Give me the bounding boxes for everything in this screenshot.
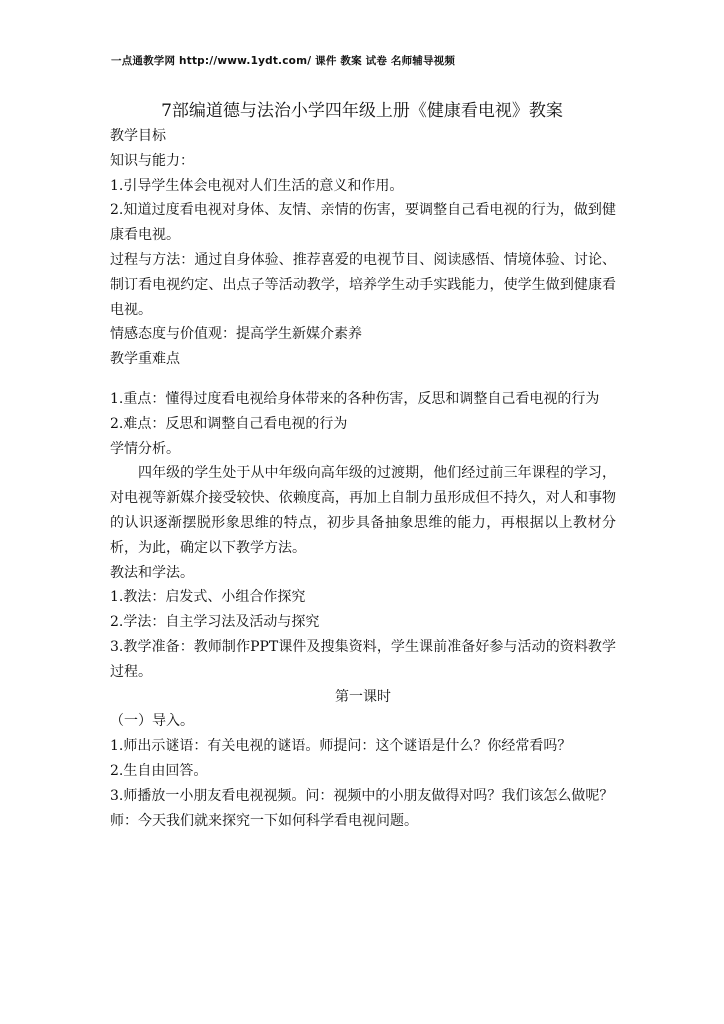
paragraph: 1.师出示谜语：有关电视的谜语。师提问：这个谜语是什么？你经常看吗？ (110, 738, 572, 755)
paragraph: 3.师播放一小朋友看电视视频。问：视频中的小朋友做得对吗？我们该怎么做呢？ (110, 787, 614, 804)
paragraph: 四年级的学生处于从中年级向高年级的过渡期，他们经过前三年课程的学习，对电视等新媒介接受较快、依赖度高，再加上自制力虽形成但不持久，对人和事物的认识逐渐摆脱形象思维的特点，初步具备抽象思维的能力，再根据以上教材分析，为此，确定以下教学方法。 (110, 465, 616, 556)
paragraph: 师：今天我们就来探究一下如何科学看电视问题。 (110, 812, 418, 829)
page-header: 一点通教学网 http://www.1ydt.com/ 课件 教案 试卷 名师辅导视频 (111, 55, 456, 67)
document-title: 7部编道德与法治小学四年级上册《健康看电视》教案 (161, 101, 563, 121)
paragraph: 情感态度与价值观：提高学生新媒介素养 (110, 326, 362, 343)
section-heading-methods: 教法和学法。 (110, 564, 194, 581)
paragraph: 2.知道过度看电视对身体、友情、亲情的伤害，要调整自己看电视的行为，做到健康看电视。 (110, 202, 616, 244)
paragraph: 3.教学准备：教师制作PPT课件及搜集资料，学生课前准备好参与活动的资料教学过程。 (110, 638, 616, 680)
paragraph: 2.难点：反思和调整自己看电视的行为 (110, 415, 348, 432)
lesson-heading: 第一课时 (335, 688, 391, 705)
paragraph: 1.引导学生体会电视对人们生活的意义和作用。 (110, 177, 404, 194)
paragraph: 1.教法：启发式、小组合作探究 (110, 589, 306, 606)
document-body (110, 124, 616, 833)
paragraph: 1.重点：懂得过度看电视给身体带来的各种伤害，反思和调整自己看电视的行为 (110, 390, 600, 407)
subheading-intro: （一）导入。 (110, 713, 194, 730)
paragraph: 2.学法：自主学习法及活动与探究 (110, 614, 320, 631)
paragraph: 2.生自由回答。 (110, 762, 208, 779)
section-heading-objectives: 教学目标 (110, 128, 166, 144)
subheading-knowledge: 知识与能力： (110, 152, 194, 169)
paragraph: 过程与方法：通过自身体验、推荐喜爱的电视节目、阅读感悟、情境体验、讨论、制订看电视约定、出点子等活动教学，培养学生动手实践能力，使学生做到健康看电视。 (110, 251, 616, 318)
section-heading-analysis: 学情分析。 (110, 440, 180, 457)
section-heading-key-points: 教学重难点 (110, 351, 180, 368)
